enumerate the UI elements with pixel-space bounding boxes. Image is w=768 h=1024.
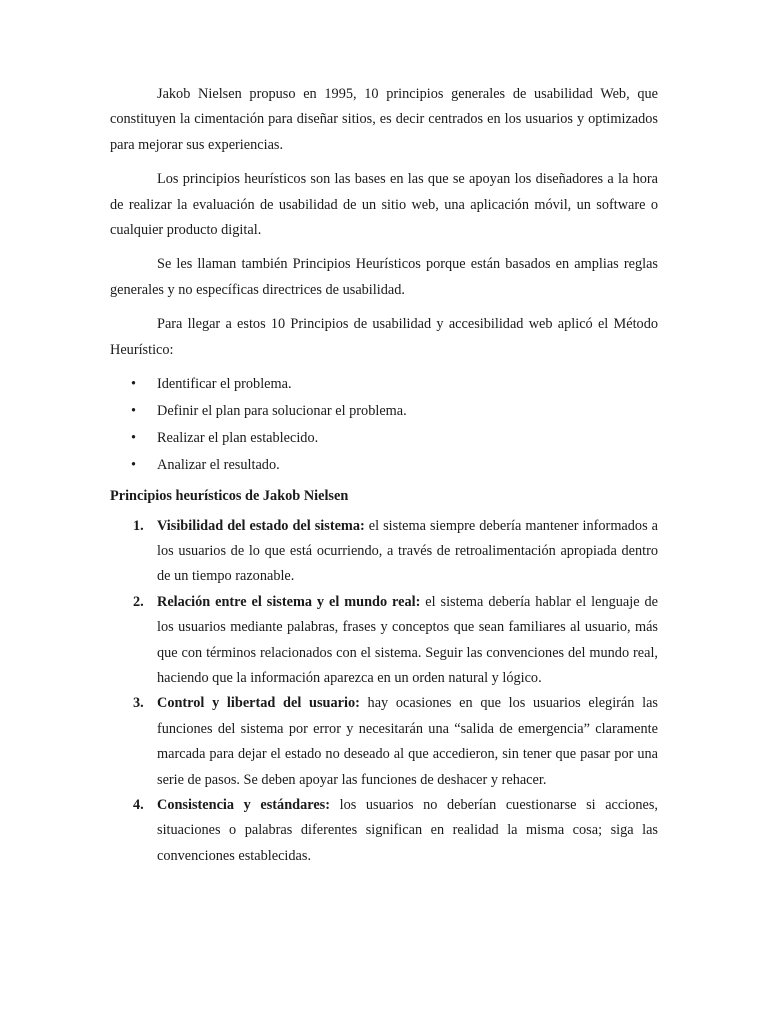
principle-term: Control y libertad del usuario: [157, 695, 360, 712]
list-item [110, 453, 658, 478]
bullet-icon: • [131, 402, 137, 419]
principle-term: Relación entre el sistema y el mundo real: [157, 593, 421, 610]
principle-description: el sistema debería hablar el lenguaje de los usuarios mediante palabras, frases y conceptos que sean familiares al usuario, más que con términos relacionados con el sistema. Seguir las convenciones del mundo real, haciendo que la información aparezca en un orden natural y lógico. [157, 593, 658, 687]
list-item-text: Analizar el resultado. [157, 456, 280, 473]
principle-item [110, 514, 658, 590]
heuristics-name-paragraph: Se les llaman también Principios Heurísticos porque están basados en amplias reglas generales y no específicas directrices de usabilidad. [110, 256, 658, 298]
principle-description: hay ocasiones en que los usuarios elegirán las funciones del sistema por error y necesitarán una “salida de emergencia” claramente marcada para dejar el estado no deseado al que accedieron, sin tener que pasar por una serie de pasos. Se deben apoyar las funciones de deshacer y rehacer. [157, 695, 658, 788]
bullet-icon: • [131, 376, 137, 393]
principle-description: el sistema siempre debería mantener informados a los usuarios de lo que está ocurriendo, a través de retroalimentación apropiada dentro de un tiempo razonable. [157, 517, 658, 585]
bullet-icon: • [131, 429, 137, 446]
intro-paragraph: Jakob Nielsen propuso en 1995, 10 principios generales de usabilidad Web, que constituyen la cimentación para diseñar sitios, es decir centrados en los usuarios y optimizados para mejorar sus experiencias. [110, 86, 658, 153]
list-item-text: Definir el plan para solucionar el problema. [157, 402, 407, 419]
section-heading: Principios heurísticos de Jakob Nielsen [110, 488, 349, 505]
list-item [110, 372, 658, 397]
principle-term: Consistencia y estándares: [157, 797, 331, 814]
list-item [110, 399, 658, 424]
method-steps-list [110, 372, 658, 478]
principle-item [110, 590, 658, 692]
method-paragraph: Para llegar a estos 10 Principios de usabilidad y accesibilidad web aplicó el Método Heurístico: [110, 316, 658, 358]
principle-number: 3. [133, 695, 144, 712]
bullet-icon: • [131, 456, 137, 473]
principle-number: 2. [133, 593, 144, 610]
principle-description: los usuarios no deberían cuestionarse si acciones, situaciones o palabras diferentes significan en realidad la misma cosa; siga las convenciones establecidas. [157, 797, 658, 864]
heuristics-definition-paragraph: Los principios heurísticos son las bases en las que se apoyan los diseñadores a la hora de realizar la evaluación de usabilidad de un sitio web, una aplicación móvil, un software o cualquier producto digital. [110, 171, 658, 239]
list-item-text: Identificar el problema. [157, 376, 292, 393]
principle-item [110, 691, 658, 793]
principles-list [110, 514, 658, 870]
principle-term: Visibilidad del estado del sistema: [157, 517, 365, 534]
list-item [110, 426, 658, 451]
principle-number: 4. [133, 797, 144, 814]
list-item-text: Realizar el plan establecido. [157, 429, 319, 446]
principle-item [110, 793, 658, 869]
principle-number: 1. [133, 517, 144, 534]
